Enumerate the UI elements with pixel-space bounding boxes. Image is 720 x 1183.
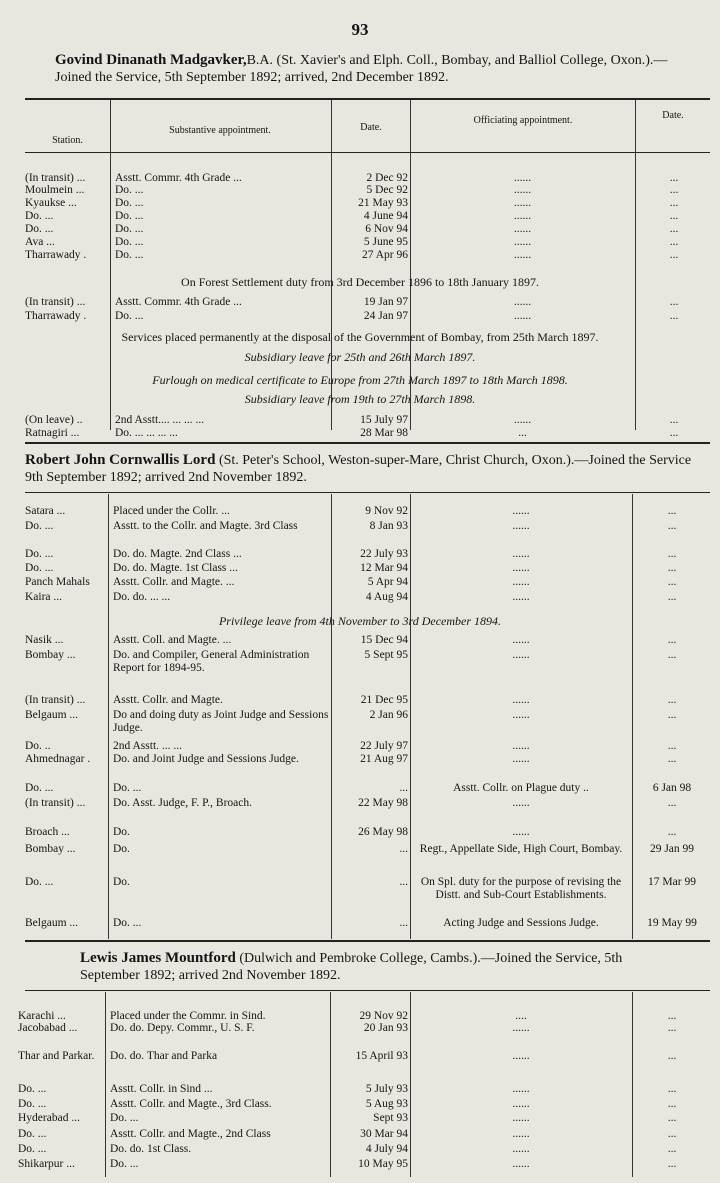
table-cell-date2: ... [669, 172, 679, 184]
table-cell-officiating: ...... [513, 223, 532, 235]
table-cell-officiating: ...... [512, 548, 530, 560]
table-cell-date: 15 April 93 [355, 1050, 408, 1062]
table-cell-station: Do. .. [25, 740, 51, 752]
table-cell-appointment: Do. ... [115, 197, 144, 209]
table-cell-date: ... [399, 876, 408, 888]
section2-name: Robert John Cornwallis Lord [25, 452, 216, 468]
table-cell-station: Ratnagiri ... [25, 427, 80, 439]
section1-name: Govind Dinanath Madgavker, [55, 52, 247, 68]
table-cell-station: Satara ... [25, 505, 66, 517]
table-cell-appointment: Do. ... [113, 917, 142, 929]
table-cell-officiating: Asstt. Collr. on Plague duty .. [453, 782, 589, 794]
table-cell-date: 21 Dec 95 [360, 694, 408, 706]
table-cell-appointment: Do. do. Magte. 1st Class ... [113, 562, 238, 574]
col-divider [410, 992, 411, 1177]
col-divider [330, 992, 331, 1177]
header-date2: Date. [662, 110, 684, 121]
table-cell-date: 4 Aug 94 [365, 591, 408, 603]
header-date: Date. [360, 122, 382, 133]
table-cell-officiating: ...... [512, 740, 530, 752]
col-divider [105, 992, 106, 1177]
header-station: Station. [52, 135, 83, 146]
table-cell-date2: ... [667, 591, 677, 603]
table-cell-officiating: Regt., Appellate Side, High Court, Bombay. [419, 843, 623, 855]
table-cell-date2: ... [667, 797, 677, 809]
table-cell-appointment: Do. ... [115, 249, 144, 261]
section1-degree: B.A. [246, 53, 274, 68]
section1-heading [55, 52, 695, 86]
table-cell-station: Do. ... [25, 548, 54, 560]
table-cell-appointment: Do. do. Magte. 2nd Class ... [113, 548, 242, 560]
table-cell-date: 4 July 94 [365, 1143, 408, 1155]
table-cell-appointment: Placed under the Collr. ... [113, 505, 230, 517]
table-cell-appointment: Do. ... [113, 782, 142, 794]
table-cell-date2: ... [667, 649, 677, 661]
table-cell-appointment: Do. ... [115, 236, 144, 248]
page-number: 93 [351, 20, 369, 39]
table-cell-date2: ... [669, 210, 679, 222]
table-cell-date: 15 Dec 94 [360, 634, 408, 646]
section3-heading [80, 950, 680, 984]
table-cell-date: 24 Jan 97 [363, 310, 408, 322]
table-cell-officiating: ...... [512, 709, 530, 721]
table-cell-station: Kaira ... [25, 591, 63, 603]
table-cell-station: Karachi ... [18, 1010, 66, 1022]
table-cell-date: 30 Mar 94 [360, 1128, 408, 1140]
section2-bio: (St. Peter's School, Weston-super-Mare, Christ Church, Oxon.).—Joined the Service 9th September 1892; arrived 2nd November 1892. [25, 453, 692, 485]
table-cell-appointment: Asstt. Collr. and Magte. ... [113, 576, 235, 588]
table-cell-officiating: ...... [512, 797, 530, 809]
table-cell-date2: ... [667, 1143, 677, 1155]
table-cell-appointment: Asstt. Coll. and Magte. ... [113, 634, 232, 646]
table-cell-appointment: Do and doing duty as Joint Judge and Sessions Judge. [113, 709, 329, 734]
table-cell-station: Belgaum ... [25, 709, 79, 721]
table-cell-station: Jacobabad ... [18, 1022, 78, 1034]
table-cell-date2: ... [669, 184, 679, 196]
table-cell-date: 5 Apr 94 [367, 576, 408, 588]
table-cell-appointment: Do. [113, 826, 130, 838]
table-cell-appointment: Do. ... [115, 210, 144, 222]
table-cell-date: 5 July 93 [365, 1083, 408, 1095]
table-cell-officiating: ...... [512, 1022, 530, 1034]
table-cell-officiating: ...... [513, 210, 532, 222]
table-cell-date: 21 May 93 [358, 197, 408, 209]
table-cell-date: 2 Dec 92 [366, 172, 408, 184]
table-cell-appointment: Asstt. to the Collr. and Magte. 3rd Class [113, 520, 298, 532]
table-cell-date2: ... [667, 1112, 677, 1124]
table-cell-station: Bombay ... [25, 843, 76, 855]
table-cell-officiating: ...... [512, 694, 530, 706]
table-cell-station: Tharrawady . [25, 310, 87, 322]
table-cell-officiating: ...... [513, 172, 532, 184]
table-cell-date2: ... [667, 1128, 677, 1140]
table-cell-station: Do. ... [25, 210, 54, 222]
table-cell-station: Do. ... [18, 1083, 47, 1095]
section1-note-subsidiary: Subsidiary leave for 25th and 26th March 1897. [244, 350, 476, 364]
table-cell-station: Shikarpur ... [18, 1158, 75, 1170]
table-cell-date2: ... [667, 1010, 677, 1022]
table-cell-officiating: ...... [512, 562, 530, 574]
table-cell-date: 22 July 93 [360, 548, 408, 560]
col-divider [410, 494, 411, 939]
table-cell-station: (In transit) ... [25, 296, 86, 308]
col-divider [108, 494, 109, 939]
table-cell-officiating: ...... [513, 184, 532, 196]
table-cell-date2: ... [669, 427, 679, 439]
table-cell-appointment: 2nd Asstt. ... ... [113, 740, 183, 752]
table-cell-officiating: ...... [513, 310, 532, 322]
col-divider [331, 494, 332, 939]
table-cell-date: 5 Dec 92 [366, 184, 408, 196]
table-cell-station: Bombay ... [25, 649, 76, 661]
table-cell-appointment: Do. [113, 876, 130, 888]
table-cell-date: 12 Mar 94 [360, 562, 408, 574]
table-cell-date: ... [399, 782, 408, 794]
table-cell-date2: ... [667, 1158, 677, 1170]
table-cell-date: 20 Jan 93 [363, 1022, 408, 1034]
table-cell-officiating: ...... [512, 1098, 530, 1110]
table-cell-appointment: Asstt. Collr. and Magte., 2nd Class [110, 1128, 271, 1140]
table-cell-date: 2 Jan 96 [369, 709, 408, 721]
table-cell-date2: ... [667, 826, 677, 838]
table-cell-date2: ... [667, 1083, 677, 1095]
table-cell-appointment: Do. ... [115, 310, 144, 322]
table-cell-date2: ... [667, 634, 677, 646]
table-cell-date2: 6 Jan 98 [652, 782, 692, 794]
table-cell-date2: ... [667, 576, 677, 588]
table-cell-station: Do. ... [25, 782, 54, 794]
table-cell-officiating: ...... [512, 1050, 530, 1062]
table-cell-officiating: ...... [512, 1143, 530, 1155]
table-cell-officiating: ...... [512, 1112, 530, 1124]
table-cell-date: 10 May 95 [358, 1158, 408, 1170]
table-cell-appointment: Do. ... ... ... ... [115, 427, 178, 439]
table-cell-appointment: Do. do. Thar and Parka [110, 1050, 218, 1062]
table-cell-date2: ... [669, 249, 679, 261]
table-cell-date: 4 June 94 [363, 210, 408, 222]
section2-top-rule [25, 492, 710, 493]
table-cell-officiating: ...... [513, 249, 532, 261]
table-cell-date2: ... [667, 548, 677, 560]
section1-bottom-rule [25, 442, 710, 444]
section3-name: Lewis James Mountford [80, 950, 236, 966]
table-cell-appointment: Do. ... [110, 1158, 139, 1170]
table-cell-date: 26 May 98 [358, 826, 408, 838]
table-cell-appointment: Do. and Compiler, General Administration Report for 1894-95. [113, 649, 310, 674]
table-cell-station: Do. ... [25, 876, 54, 888]
table-cell-date2: 17 Mar 99 [648, 876, 696, 888]
header-bottom-rule [25, 152, 710, 153]
table-cell-date: 5 Aug 93 [365, 1098, 408, 1110]
table-cell-officiating: ...... [513, 414, 532, 426]
table-cell-station: Nasik ... [25, 634, 64, 646]
table-cell-station: Ava ... [25, 236, 55, 248]
section1-note-subsidiary2: Subsidiary leave from 19th to 27th March 1898. [244, 392, 476, 406]
table-cell-station: Kyaukse ... [25, 197, 77, 209]
section1-note-services: Services placed permanently at the disposal of the Government of Bombay, from 25th March 1897. [121, 330, 599, 344]
table-cell-date: 22 July 97 [360, 740, 408, 752]
table-cell-appointment: Do. ... [110, 1112, 139, 1124]
table-cell-date2: ... [667, 562, 677, 574]
table-cell-station: Do. ... [25, 520, 54, 532]
table-cell-officiating: ...... [512, 520, 530, 532]
table-cell-appointment: Asstt. Commr. 4th Grade ... [115, 172, 242, 184]
table-cell-station: (In transit) ... [25, 694, 86, 706]
table-cell-date2: ... [669, 223, 679, 235]
table-cell-date: 5 June 95 [363, 236, 408, 248]
table-cell-date2: ... [667, 753, 677, 765]
table-cell-appointment: Asstt. Commr. 4th Grade ... [115, 296, 242, 308]
table-cell-date2: ... [669, 310, 679, 322]
table-cell-date: ... [399, 843, 408, 855]
table-cell-station: Belgaum ... [25, 917, 79, 929]
section1-bio: (St. Xavier's and Elph. Coll., Bombay, and Balliol College, Oxon.).—Joined the Service, 5th September 1892; arrived, 2nd December 1892. [55, 53, 668, 85]
table-cell-date: 22 May 98 [358, 797, 408, 809]
table-cell-officiating: ...... [513, 296, 532, 308]
table-cell-station: Do. ... [18, 1098, 47, 1110]
table-cell-station: (In transit) ... [25, 172, 86, 184]
table-cell-officiating: Acting Judge and Sessions Judge. [443, 917, 599, 929]
table-cell-officiating: ... [518, 427, 527, 439]
header-substantive: Substantive appointment. [169, 125, 271, 136]
table-cell-date: 5 Sept 95 [364, 649, 408, 661]
table-cell-date2: ... [669, 236, 679, 248]
table-cell-appointment: Do. and Joint Judge and Sessions Judge. [113, 753, 299, 765]
table-cell-date: 21 Aug 97 [360, 753, 408, 765]
table-cell-date: 19 Jan 97 [363, 296, 408, 308]
table-cell-station: Do. ... [18, 1143, 47, 1155]
table-cell-date: Sept 93 [373, 1112, 408, 1124]
table-cell-appointment: Asstt. Collr. and Magte. [113, 694, 223, 706]
table-cell-appointment: Do. ... [115, 184, 144, 196]
header-officiating: Officiating appointment. [473, 115, 573, 126]
section2-bottom-rule [25, 940, 710, 942]
table-cell-date2: ... [667, 740, 677, 752]
table-cell-date: 8 Jan 93 [369, 520, 408, 532]
table-cell-date2: ... [667, 1050, 677, 1062]
table-cell-appointment: Do. do. 1st Class. [110, 1143, 192, 1155]
section1-note-furlough: Furlough on medical certificate to Europe from 27th March 1897 to 18th March 1898. [152, 373, 568, 387]
table-cell-officiating: .... [515, 1010, 527, 1022]
table-cell-date2: ... [669, 414, 679, 426]
table-cell-appointment: 2nd Asstt.... ... ... ... [115, 414, 205, 426]
table-cell-date2: ... [667, 505, 677, 517]
section2-heading [25, 452, 705, 486]
table-cell-appointment: Asstt. Collr. in Sind ... [110, 1083, 213, 1095]
section3-bio: (Dulwich and Pembroke College, Cambs.).—Joined the Service, 5th September 1892; arrived 2nd November 1892. [80, 951, 623, 983]
table-cell-date2: ... [669, 296, 679, 308]
table-cell-date2: 19 May 99 [647, 917, 697, 929]
table-cell-date2: ... [667, 520, 677, 532]
section2-note-privilege: Privilege leave from 4th November to 3rd December 1894. [218, 614, 502, 628]
table-cell-date2: ... [667, 1022, 677, 1034]
table-cell-officiating: ...... [512, 1158, 530, 1170]
table-cell-appointment: Do. Asst. Judge, F. P., Broach. [113, 797, 253, 809]
table-cell-station: Thar and Parkar. [18, 1050, 95, 1062]
table-cell-officiating: ...... [512, 591, 530, 603]
table-cell-appointment: Do. ... [115, 223, 144, 235]
table-cell-date: 6 Nov 94 [365, 223, 408, 235]
table-cell-officiating: ...... [512, 1083, 530, 1095]
table-cell-appointment: Do. do. Depy. Commr., U. S. F. [110, 1022, 255, 1034]
table-cell-station: (On leave) .. [25, 414, 83, 426]
table-cell-date: 28 Mar 98 [360, 427, 408, 439]
table-cell-officiating: ...... [512, 634, 530, 646]
table-cell-date2: ... [667, 1098, 677, 1110]
table-cell-station: Broach ... [25, 826, 70, 838]
table-cell-officiating: ...... [512, 753, 530, 765]
table-cell-officiating: ...... [513, 197, 532, 209]
table-cell-date2: ... [667, 694, 677, 706]
table-cell-station: Moulmein ... [25, 184, 85, 196]
table-cell-officiating: ...... [512, 826, 530, 838]
table-cell-officiating: On Spl. duty for the purpose of revising the Distt. and Sub-Court Establishments. [420, 876, 622, 901]
table-cell-officiating: ...... [512, 576, 530, 588]
table-cell-officiating: ...... [513, 236, 532, 248]
table-cell-station: Hyderabad ... [18, 1112, 80, 1124]
table-cell-appointment: Asstt. Collr. and Magte., 3rd Class. [110, 1098, 272, 1110]
section3-top-rule [25, 990, 710, 991]
table-cell-officiating: ...... [512, 1128, 530, 1140]
table-cell-appointment: Do. do. ... ... [113, 591, 171, 603]
table-cell-date: ... [399, 917, 408, 929]
table-cell-date2: ... [669, 197, 679, 209]
col-divider [632, 494, 633, 939]
col-divider [632, 992, 633, 1177]
table-cell-station: Ahmednagar . [25, 753, 91, 765]
section1-top-rule [25, 98, 710, 100]
table-cell-appointment: Placed under the Commr. in Sind. [110, 1010, 266, 1022]
table-cell-station: Do. ... [25, 562, 54, 574]
table-cell-station: Panch Mahals [25, 576, 90, 588]
table-cell-station: (In transit) ... [25, 797, 86, 809]
table-cell-station: Tharrawady . [25, 249, 87, 261]
section1-note-forest: On Forest Settlement duty from 3rd December 1896 to 18th January 1897. [181, 275, 539, 289]
table-cell-officiating: ...... [512, 649, 530, 661]
table-cell-date: 9 Nov 92 [365, 505, 408, 517]
table-cell-appointment: Do. [113, 843, 130, 855]
table-cell-date2: ... [667, 709, 677, 721]
table-cell-officiating: ...... [512, 505, 530, 517]
table-cell-date: 15 July 97 [360, 414, 408, 426]
table-cell-station: Do. ... [25, 223, 54, 235]
table-cell-station: Do. ... [18, 1128, 47, 1140]
table-cell-date: 27 Apr 96 [362, 249, 408, 261]
table-cell-date: 29 Nov 92 [359, 1010, 408, 1022]
table-cell-date2: 29 Jan 99 [649, 843, 695, 855]
